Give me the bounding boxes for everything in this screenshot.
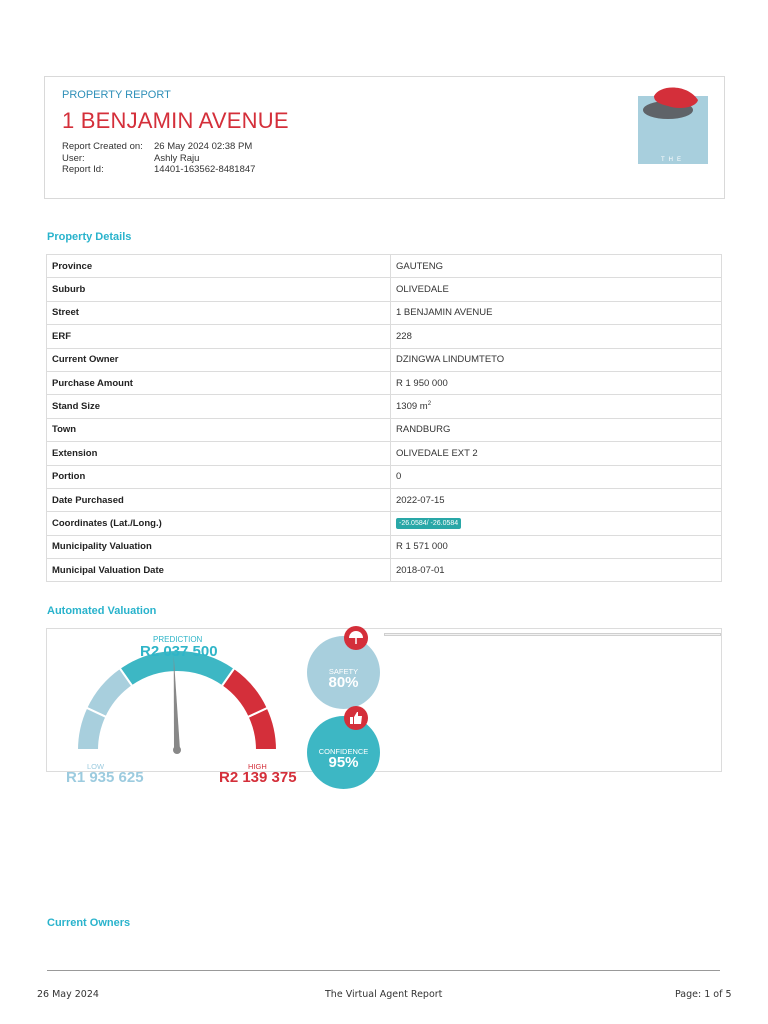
meta-value: Ashly Raju bbox=[154, 152, 200, 164]
detail-key: Extension bbox=[47, 442, 391, 465]
detail-key: ERF bbox=[47, 325, 391, 348]
detail-value-cell bbox=[391, 301, 722, 324]
superscript: 2 bbox=[427, 400, 432, 407]
meta-key: User: bbox=[62, 152, 85, 164]
low-value: R1 935 625 bbox=[66, 769, 144, 786]
report-meta bbox=[62, 141, 255, 176]
table-row bbox=[47, 348, 722, 371]
current-owners-heading: Current Owners bbox=[47, 917, 131, 929]
meta-value: 14401-163562-8481847 bbox=[154, 164, 256, 175]
table-row bbox=[47, 278, 722, 301]
logo-word: VIRTUAL bbox=[646, 166, 700, 172]
meta-row-created bbox=[62, 141, 255, 153]
detail-value-cell bbox=[391, 418, 722, 441]
detail-value-cell bbox=[391, 371, 722, 394]
detail-value-cell bbox=[391, 325, 722, 348]
detail-value-cell bbox=[391, 442, 722, 465]
detail-key: Town bbox=[47, 418, 391, 441]
table-row bbox=[47, 371, 722, 394]
coordinates-badge: -26.0584/ -26.0584 bbox=[396, 518, 461, 529]
footer-date: 26 May 2024 bbox=[37, 989, 99, 1000]
meta-value: 26 May 2024 02:38 PM bbox=[154, 141, 253, 152]
footer-page-number: Page: 1 of 5 bbox=[675, 989, 732, 1000]
detail-value-cell bbox=[391, 535, 722, 558]
umbrella-icon bbox=[344, 626, 368, 650]
property-details-heading: Property Details bbox=[47, 231, 132, 243]
report-header bbox=[44, 76, 725, 199]
detail-value-cell bbox=[391, 395, 722, 418]
table-row bbox=[47, 301, 722, 324]
table-row bbox=[47, 465, 722, 488]
detail-key: Purchase Amount bbox=[47, 371, 391, 394]
detail-value-cell bbox=[391, 559, 722, 582]
detail-value: 1 BENJAMIN AVENUE bbox=[396, 307, 493, 319]
detail-key: Suburb bbox=[47, 278, 391, 301]
high-label: HIGH bbox=[248, 762, 267, 771]
table-row bbox=[47, 488, 722, 511]
detail-key: Coordinates (Lat./Long.) bbox=[47, 512, 391, 535]
detail-key: Street bbox=[47, 301, 391, 324]
logo-text bbox=[638, 156, 708, 183]
prediction-label: PREDICTION bbox=[153, 635, 203, 644]
detail-key: Date Purchased bbox=[47, 488, 391, 511]
detail-key: Stand Size bbox=[47, 395, 391, 418]
detail-key: Province bbox=[47, 255, 391, 278]
detail-key: Portion bbox=[47, 465, 391, 488]
low-label: LOW bbox=[87, 762, 105, 771]
detail-key: Municipal Valuation Date bbox=[47, 559, 391, 582]
safety-value: 80% bbox=[328, 674, 359, 691]
detail-value-cell bbox=[391, 278, 722, 301]
detail-value: R 1 950 000 bbox=[396, 377, 448, 389]
table-row bbox=[47, 535, 722, 558]
logo-word: AGENT bbox=[652, 175, 694, 181]
logo-mark-icon bbox=[638, 88, 708, 156]
detail-value: 0 bbox=[396, 471, 402, 483]
detail-key: Municipality Valuation bbox=[47, 535, 391, 558]
meta-key: Report Id: bbox=[62, 164, 104, 175]
detail-key: Current Owner bbox=[47, 348, 391, 371]
thumbs-up-icon bbox=[344, 706, 368, 730]
confidence-value: 95% bbox=[328, 754, 359, 771]
report-title: 1 BENJAMIN AVENUE bbox=[62, 108, 289, 133]
gauge-hub bbox=[173, 746, 181, 754]
logo-word: THE bbox=[661, 157, 685, 163]
gauge-segment-low bbox=[77, 708, 106, 750]
report-label: PROPERTY REPORT bbox=[62, 89, 171, 101]
property-details-table bbox=[46, 254, 722, 582]
safety-label: SAFETY bbox=[328, 667, 359, 676]
detail-value-cell bbox=[391, 512, 722, 535]
prediction-value: R2 037 500 bbox=[140, 643, 218, 660]
detail-value-cell bbox=[391, 465, 722, 488]
table-row bbox=[47, 512, 722, 535]
table-row bbox=[47, 442, 722, 465]
meta-row-report-id bbox=[62, 164, 255, 176]
detail-value-cell bbox=[391, 488, 722, 511]
detail-value: GAUTENG bbox=[396, 260, 443, 272]
valuation-divider bbox=[384, 633, 721, 636]
detail-value: 228 bbox=[396, 330, 412, 342]
detail-value: RANDBURG bbox=[396, 424, 451, 436]
detail-value: DZINGWA LINDUMTETO bbox=[396, 354, 505, 366]
confidence-label: CONFIDENCE bbox=[318, 747, 369, 756]
detail-value: OLIVEDALE bbox=[396, 284, 449, 296]
table-row bbox=[47, 395, 722, 418]
meta-row-user bbox=[62, 153, 255, 165]
safety-indicator bbox=[307, 636, 380, 709]
meta-key: Report Created on: bbox=[62, 141, 143, 152]
footer-title: The Virtual Agent Report bbox=[325, 989, 443, 1000]
detail-value-cell bbox=[391, 348, 722, 371]
gauge-segment-low bbox=[86, 668, 132, 717]
detail-value-cell bbox=[391, 255, 722, 278]
table-row bbox=[47, 418, 722, 441]
automated-valuation-heading: Automated Valuation bbox=[47, 605, 157, 617]
detail-value: 2022-07-15 bbox=[396, 494, 445, 506]
table-row bbox=[47, 559, 722, 582]
detail-value: 2018-07-01 bbox=[396, 564, 445, 576]
confidence-indicator bbox=[307, 716, 380, 789]
detail-value: 1309 m bbox=[396, 401, 428, 413]
high-value: R2 139 375 bbox=[219, 769, 297, 786]
virtual-agent-logo bbox=[638, 96, 708, 181]
footer-divider bbox=[47, 970, 720, 971]
table-row bbox=[47, 325, 722, 348]
table-row bbox=[47, 255, 722, 278]
detail-value: R 1 571 000 bbox=[396, 541, 448, 553]
detail-value: OLIVEDALE EXT 2 bbox=[396, 447, 478, 459]
